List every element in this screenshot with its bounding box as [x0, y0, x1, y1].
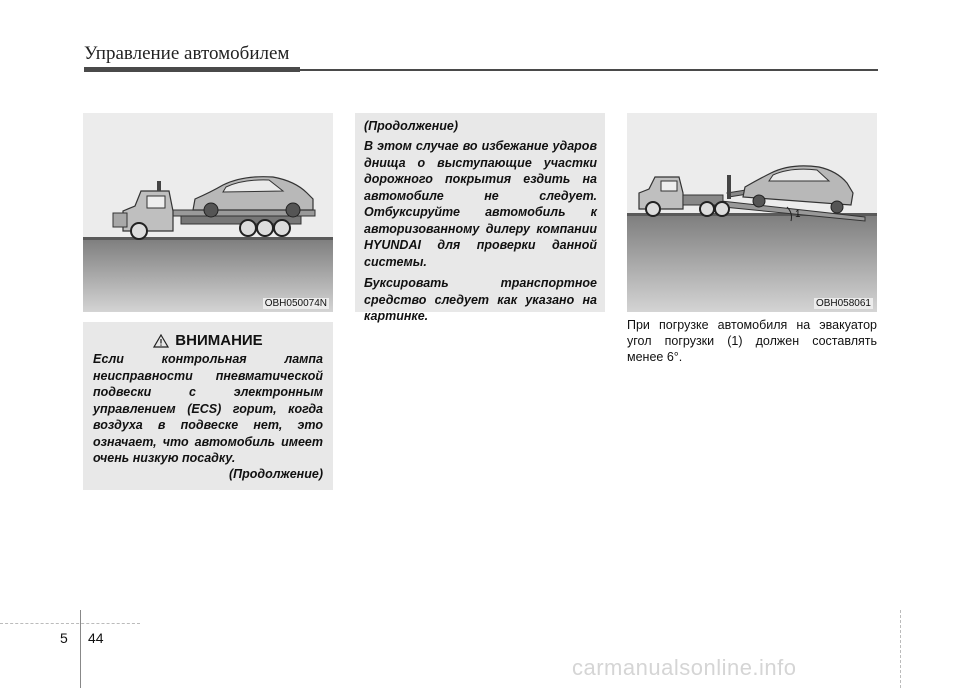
figure-flatbed-truck: [83, 113, 333, 312]
warning-text: Если контрольная лампа неисправности пневматической подвески с электронным управлением (ECS) горит, когда воздуха в подвеске нет, это означает, что автомобиль имеет очень низкую посадку.: [93, 352, 323, 465]
section-number: 5: [60, 630, 68, 646]
warning-heading: [93, 332, 323, 349]
footer-right-rule: [900, 610, 901, 688]
warning-callout: [83, 322, 333, 490]
loading-ramp-illustration: [627, 113, 877, 312]
angle-label: 1: [795, 209, 801, 220]
warning-title: ВНИМАНИЕ: [175, 332, 263, 349]
continuation-box: [355, 113, 605, 323]
figure-loading-ramp: [627, 113, 877, 312]
page-number: 44: [88, 630, 104, 646]
footer-dashed-rule: [0, 623, 140, 624]
figure-code: OBH050074N: [264, 298, 327, 309]
watermark: carmanualsonline.info: [572, 655, 797, 680]
warning-continued: (Продолжение): [228, 466, 323, 481]
footer-divider: [80, 610, 81, 688]
warning-triangle-icon: [153, 334, 169, 348]
header-rule-thin: [300, 69, 878, 71]
header-rule-thick: [84, 67, 300, 72]
continuation-paragraph-1: В этом случае во избежание ударов днища о выступающие участки дорожного покрытия ездить на автомобиле не следует. Отбуксируйте автомобиль к авторизованному дилеру компании HYUNDAI для проверки данной системы.: [364, 139, 597, 269]
continuation-heading: (Продолжение): [364, 119, 459, 133]
loading-angle-text: При погрузке автомобиля на эвакуатор угол погрузки (1) должен составлять менее 6°.: [627, 318, 877, 364]
page-header-title: Управление автомобилем: [84, 43, 290, 64]
flatbed-truck-illustration: [83, 113, 333, 312]
continuation-paragraph-2: Буксировать транспортное средство следует как указано на картинке.: [364, 276, 597, 323]
figure-code: OBH058061: [815, 298, 871, 309]
